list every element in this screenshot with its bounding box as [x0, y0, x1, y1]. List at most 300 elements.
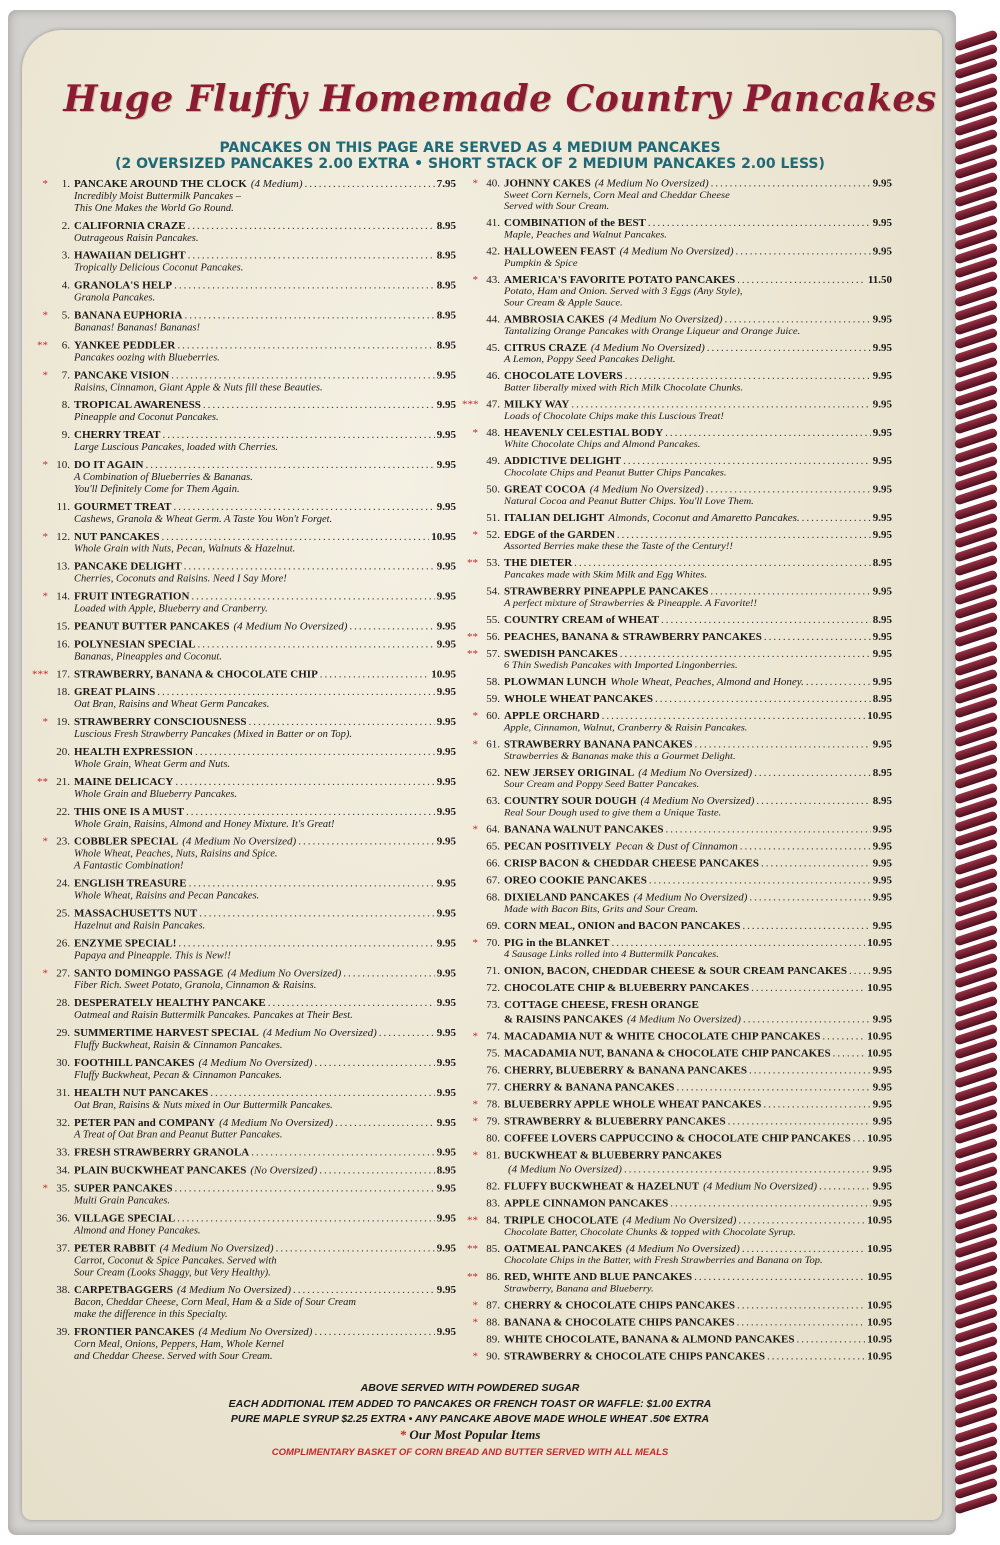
item-price: 9.95: [436, 937, 456, 950]
dot-leader: [203, 399, 435, 412]
item-line: [504, 1065, 892, 1077]
item-line: [74, 220, 456, 233]
item-number: 27.: [56, 967, 70, 980]
item-price: 9.95: [872, 455, 892, 467]
item-name: PEANUT BUTTER PANCAKES: [74, 620, 230, 633]
item-number: 13.: [56, 560, 70, 573]
menu-item: [470, 875, 892, 887]
item-description: Strawberry, Banana and Blueberry.: [504, 1283, 654, 1295]
dot-leader: [749, 892, 870, 904]
menu-item: [470, 218, 892, 242]
item-note: (4 Medium No Oversized): [622, 1214, 737, 1227]
dot-leader: [649, 875, 871, 887]
popular-marker: *: [42, 716, 48, 729]
item-description: Maple, Peaches and Walnut Pancakes.: [504, 229, 667, 241]
item-description: Sour Cream and Poppy Seed Batter Pancakes.: [504, 779, 700, 790]
menu-item: [470, 694, 892, 706]
item-number: 23.: [56, 835, 70, 848]
item-number: 70.: [486, 937, 500, 949]
menu-item: [470, 586, 892, 610]
item-name: FOOTHILL PANCAKES: [74, 1057, 195, 1069]
menu-item: [467, 1214, 892, 1239]
item-line: [504, 920, 892, 932]
item-price: 8.95: [436, 1164, 456, 1177]
item-line: [74, 501, 456, 514]
menu-item: [470, 1048, 892, 1060]
menu-item: [470, 1116, 892, 1128]
item-line: [504, 966, 892, 978]
menu-item: [40, 746, 456, 771]
item-number: 2.: [61, 219, 70, 232]
item-description: Potato, Ham and Onion. Served with 3 Eggs (Any Style), Sour Cream & Apple Sauce.: [504, 286, 743, 309]
dot-leader: [163, 429, 435, 442]
item-line: [504, 1116, 892, 1128]
item-line: [504, 767, 892, 779]
dot-leader: [184, 310, 434, 323]
dot-leader: [188, 220, 435, 233]
item-price: 8.95: [436, 309, 456, 322]
menu-item: [40, 399, 456, 424]
item-description: A Combination of Blueberries & Bananas. You'll Definitely Come for Them Again.: [74, 471, 253, 495]
item-number: 21.: [56, 775, 70, 788]
item-description: Multi Grain Pancakes.: [74, 1195, 170, 1207]
item-number: 28.: [56, 997, 70, 1010]
item-name: BLUEBERRY APPLE WHOLE WHEAT PANCAKES: [504, 1098, 762, 1111]
item-number: 35.: [56, 1182, 70, 1195]
item-name: CITRUS CRAZE: [504, 342, 587, 354]
item-number: 53.: [486, 557, 500, 569]
menu-item: [470, 937, 892, 961]
item-price: 10.95: [867, 1214, 892, 1227]
item-name: GREAT PLAINS: [74, 686, 156, 699]
item-price: 10.95: [431, 530, 456, 543]
item-price: 8.95: [872, 795, 892, 807]
item-name: CRISP BACON & CHEDDAR CHEESE PANCAKES: [504, 857, 759, 870]
item-number: 73.: [486, 999, 500, 1011]
dot-leader: [736, 246, 871, 258]
dot-leader: [742, 1243, 865, 1255]
item-price: 9.95: [436, 1326, 456, 1339]
item-description: 6 Thin Swedish Pancakes with Imported Lingonberries.: [504, 660, 738, 671]
item-name: ENZYME SPECIAL!: [74, 937, 177, 950]
menu-item: [40, 806, 456, 831]
item-note: (4 Medium No Oversized): [227, 967, 342, 980]
item-line: [504, 178, 892, 190]
item-number: 78.: [486, 1098, 500, 1111]
menu-item: [470, 1164, 892, 1176]
item-description: Tantalizing Orange Pancakes with Orange Liqueur and Orange Juice.: [504, 326, 801, 337]
item-name: THE DIETER: [504, 557, 573, 569]
item-price: 9.95: [436, 560, 456, 573]
popular-marker: *: [472, 738, 478, 751]
popular-marker: **: [37, 775, 48, 788]
item-line: [504, 824, 892, 836]
item-price: 9.95: [436, 805, 456, 818]
menu-item: [40, 280, 456, 305]
item-price: 9.95: [436, 1116, 456, 1129]
item-description: Bacon, Cheddar Cheese, Corn Meal, Ham & a Side of Sour Cream make the difference in this Specialty.: [74, 1297, 356, 1321]
item-line: [504, 858, 892, 870]
item-number: 7.: [61, 369, 70, 382]
dot-leader: [833, 1048, 866, 1060]
item-name: FRUIT INTEGRATION: [74, 590, 190, 603]
item-line: [504, 274, 892, 286]
item-line: [504, 484, 892, 496]
item-price: 9.95: [436, 399, 456, 412]
item-description: Whole Grain with Nuts, Pecan, Walnuts & Hazelnut.: [74, 543, 296, 555]
item-name: WHITE CHOCOLATE, BANANA & ALMOND PANCAKES: [504, 1333, 795, 1346]
item-description: Real Sour Dough used to give them a Unique Taste.: [504, 807, 722, 819]
popular-marker: **: [37, 339, 48, 352]
menu-item: [470, 739, 892, 763]
item-line: [504, 1300, 892, 1312]
item-description: A Treat of Oat Bran and Peanut Butter Pancakes.: [74, 1129, 283, 1141]
menu-item: [470, 274, 892, 309]
dot-leader: [177, 1212, 435, 1225]
item-note: (4 Medium No Oversized): [198, 1326, 313, 1339]
item-line: [74, 1326, 456, 1339]
item-price: 9.95: [436, 1212, 456, 1225]
item-name: STRAWBERRY PINEAPPLE PANCAKES: [504, 585, 709, 598]
menu-item: [40, 1183, 456, 1208]
item-description: Fiber Rich. Sweet Potato, Granola, Cinnamon & Raisins.: [74, 980, 317, 992]
item-number: 66.: [486, 857, 500, 870]
menu-item: [40, 997, 456, 1022]
item-description: Cashews, Granola & Wheat Germ. A Taste You Won't Forget.: [74, 513, 333, 525]
dot-leader: [174, 280, 435, 293]
item-name: SWEDISH PANCAKES: [504, 648, 618, 660]
dot-leader: [251, 1147, 435, 1160]
item-line: [504, 1048, 892, 1060]
item-line: [74, 806, 456, 819]
item-name: STRAWBERRY & BLUEBERRY PANCAKES: [504, 1115, 726, 1128]
item-description: Almond and Honey Pancakes.: [74, 1225, 201, 1237]
item-description: Whole Grain and Blueberry Pancakes.: [74, 788, 238, 800]
popular-marker: *: [472, 1149, 478, 1162]
item-price: 10.95: [867, 1132, 892, 1145]
item-price: 9.95: [872, 631, 892, 643]
dot-leader: [617, 529, 871, 541]
item-number: 32.: [56, 1116, 70, 1129]
item-price: 9.95: [436, 1284, 456, 1297]
item-price: 10.95: [867, 1333, 892, 1346]
item-name: SUPER PANCAKES: [74, 1182, 173, 1195]
item-number: 71.: [486, 965, 500, 977]
menu-item: [470, 767, 892, 791]
dot-leader: [571, 399, 870, 411]
item-number: 5.: [61, 309, 70, 322]
item-number: 74.: [486, 1030, 500, 1043]
item-note: (4 Medium No Oversized): [233, 620, 348, 633]
item-number: 46.: [486, 370, 500, 382]
menu-item: [467, 648, 892, 672]
item-line: [74, 1117, 456, 1130]
menu-item: [40, 459, 456, 496]
item-number: 87.: [486, 1299, 500, 1312]
item-line: [504, 677, 892, 689]
dot-leader: [623, 456, 871, 468]
dot-leader: [191, 591, 434, 604]
item-number: 88.: [486, 1316, 500, 1329]
item-note: (4 Medium No Oversized): [177, 1284, 291, 1297]
item-number: 59.: [486, 693, 500, 705]
item-number: 20.: [56, 746, 70, 759]
item-line: [504, 614, 892, 626]
item-line: [74, 908, 456, 921]
item-price: 9.95: [872, 1197, 892, 1210]
item-name: STRAWBERRY BANANA PANCAKES: [504, 738, 693, 751]
item-name: PETER PAN and COMPANY: [74, 1116, 216, 1129]
item-line: [504, 892, 892, 904]
item-name: PLOWMAN LUNCH: [504, 676, 607, 688]
menu-item: [467, 1271, 892, 1296]
item-note: (4 Medium No Oversized): [625, 1243, 740, 1255]
item-price: 9.95: [436, 997, 456, 1010]
dot-leader: [694, 1272, 865, 1284]
dot-leader: [763, 1099, 870, 1111]
item-line: [504, 648, 892, 660]
dot-leader: [157, 686, 435, 699]
item-price: 10.95: [867, 1271, 892, 1283]
item-description: Bananas! Bananas! Bananas!: [74, 322, 200, 334]
item-description: Fluffy Buckwheat, Raisin & Cinnamon Pancakes.: [74, 1040, 283, 1052]
item-price: 9.95: [436, 590, 456, 603]
item-name: COTTAGE CHEESE, FRESH ORANGE: [504, 999, 699, 1011]
item-number: 67.: [486, 874, 500, 887]
item-name: SANTO DOMINGO PASSAGE: [74, 967, 224, 980]
dot-leader: [198, 638, 435, 651]
menu-item: [470, 512, 892, 524]
item-line: [74, 280, 456, 293]
item-line: [504, 1215, 892, 1227]
item-line: [504, 1000, 892, 1012]
item-line: [74, 997, 456, 1010]
item-name: COMBINATION of the BEST: [504, 217, 646, 229]
dot-leader: [195, 746, 435, 759]
menu-item: [470, 711, 892, 735]
item-line: [504, 427, 892, 439]
item-price: 10.95: [867, 937, 892, 949]
item-number: 48.: [486, 427, 500, 439]
item-number: 16.: [56, 638, 70, 651]
item-name: PANCAKE VISION: [74, 369, 170, 382]
item-note: (4 Medium No Oversized): [508, 1163, 622, 1176]
item-price: 9.95: [436, 686, 456, 699]
item-name: GREAT COCOA: [504, 483, 586, 496]
dot-leader: [648, 218, 871, 230]
item-name: OREO COOKIE PANCAKES: [504, 874, 647, 887]
menu-column-right: [462, 178, 892, 1368]
item-price: 9.95: [872, 178, 892, 190]
item-number: 17.: [56, 668, 70, 681]
item-name: HEALTH EXPRESSION: [74, 746, 194, 759]
item-name: DO IT AGAIN: [74, 459, 144, 472]
item-price: 11.50: [867, 274, 892, 286]
item-price: 9.95: [872, 313, 892, 326]
item-name: PETER RABBIT: [74, 1242, 156, 1255]
footer-maple-syrup: PURE MAPLE SYRUP $2.25 EXTRA • ANY PANCAKE ABOVE MADE WHOLE WHEAT .50¢ EXTRA: [230, 1413, 710, 1425]
item-price: 9.95: [872, 1013, 892, 1026]
item-name: POLYNESIAN SPECIAL: [74, 638, 196, 651]
item-line: [74, 1057, 456, 1070]
item-line: [504, 314, 892, 326]
item-price: 10.95: [867, 1299, 892, 1312]
menu-item: [470, 342, 892, 366]
item-name: ADDICTIVE DELIGHT: [504, 455, 622, 467]
item-description: Loaded with Apple, Blueberry and Cranberry.: [74, 603, 268, 615]
item-line: [504, 456, 892, 468]
item-number: 68.: [486, 891, 500, 904]
item-line: [504, 1351, 892, 1363]
item-number: 90.: [486, 1350, 500, 1363]
item-name: BANANA & CHOCOLATE CHIPS PANCAKES: [504, 1316, 735, 1329]
item-name: SUMMERTIME HARVEST SPECIAL: [74, 1027, 259, 1040]
popular-text: Our Most Popular Items: [409, 1427, 541, 1442]
item-price: 9.95: [872, 738, 892, 751]
dot-leader: [343, 967, 434, 980]
dot-leader: [754, 767, 871, 779]
item-price: 9.95: [872, 398, 892, 411]
dot-leader: [806, 677, 871, 689]
popular-marker: *: [472, 1030, 478, 1043]
item-name: HAWAIIAN DELIGHT: [74, 249, 186, 262]
item-description: Papaya and Pineapple. This is New!!: [74, 950, 231, 962]
item-name: TRIPLE CHOCOLATE: [504, 1214, 619, 1227]
dot-leader: [379, 1027, 435, 1040]
menu-item: [470, 1198, 892, 1210]
item-line: [74, 1147, 456, 1160]
item-name: GRANOLA'S HELP: [74, 279, 173, 292]
menu-item: [40, 1165, 456, 1178]
item-name: BANANA WALNUT PANCAKES: [504, 823, 664, 836]
menu-item: [470, 246, 892, 270]
menu-item: [40, 1326, 456, 1363]
item-note: (4 Medium No Oversized): [640, 795, 755, 807]
menu-item: [470, 178, 892, 213]
item-description: Batter liberally mixed with Rich Milk Chocolate Chunks.: [504, 382, 744, 394]
popular-marker: *: [472, 529, 478, 541]
menu-item: [470, 1000, 892, 1012]
item-price: 9.95: [436, 775, 456, 788]
item-number: 8.: [61, 399, 70, 412]
item-name: CARPETBAGGERS: [74, 1284, 174, 1297]
item-description: Loads of Chocolate Chips make this Luscious Treat!: [504, 411, 724, 422]
item-number: 6.: [61, 339, 70, 352]
menu-item: [470, 1014, 892, 1026]
item-line: [74, 591, 456, 604]
menu-item: [470, 983, 892, 995]
menu-item: [470, 824, 892, 836]
item-line: [74, 1212, 456, 1225]
item-price: 9.95: [436, 1242, 456, 1255]
dot-leader: [665, 427, 871, 439]
popular-marker: *: [472, 1115, 478, 1128]
item-name: COBBLER SPECIAL: [74, 835, 179, 848]
item-note: (No Oversized): [250, 1164, 318, 1177]
item-name: CHOCOLATE LOVERS: [504, 370, 623, 382]
item-name: PIG in the BLANKET: [504, 937, 610, 949]
dot-leader: [171, 369, 435, 382]
item-line: [74, 776, 456, 789]
footer-powdered-sugar: ABOVE SERVED WITH POWDERED SUGAR: [360, 1382, 580, 1394]
item-line: [74, 339, 456, 352]
item-name: CHERRY TREAT: [74, 429, 161, 442]
popular-marker: *: [42, 459, 48, 472]
item-name: BANANA EUPHORIA: [74, 309, 183, 322]
item-number: 81.: [486, 1149, 500, 1162]
item-price: 9.95: [872, 1081, 892, 1094]
menu-item: [470, 1099, 892, 1111]
item-price: 9.95: [872, 1180, 892, 1193]
item-number: 63.: [486, 795, 500, 807]
dot-leader: [767, 1351, 865, 1363]
item-description: A Lemon, Poppy Seed Pancakes Delight.: [504, 354, 676, 365]
item-price: 9.95: [436, 835, 456, 848]
menu-item: [470, 1300, 892, 1312]
item-name: AMBROSIA CAKES: [504, 313, 605, 326]
item-line: [504, 841, 892, 853]
item-note: Pecan & Dust of Cinnamon: [615, 840, 738, 853]
item-line: [504, 371, 892, 383]
item-description: 4 Sausage Links rolled into 4 Buttermilk Pancakes.: [504, 949, 719, 960]
item-description: Fluffy Buckwheat, Pecan & Cinnamon Pancakes.: [74, 1069, 282, 1081]
item-description: Pineapple and Coconut Pancakes.: [74, 412, 219, 424]
menu-item: [40, 620, 456, 633]
item-name: YANKEE PEDDLER: [74, 339, 176, 352]
item-number: 38.: [56, 1284, 70, 1297]
menu-item: [40, 429, 456, 454]
item-price: 9.95: [436, 620, 456, 633]
item-line: [74, 399, 456, 412]
menu-item: [462, 398, 892, 423]
item-name: CALIFORNIA CRAZE: [74, 219, 186, 232]
item-name: VILLAGE SPECIAL: [74, 1212, 176, 1225]
item-line: [74, 1183, 456, 1196]
item-line: [74, 429, 456, 442]
item-number: 83.: [486, 1197, 500, 1210]
popular-marker: *: [42, 309, 48, 322]
dot-leader: [849, 966, 871, 978]
menu-item: [40, 591, 456, 616]
menu-item: [37, 339, 456, 364]
item-name: NUT PANCAKES: [74, 530, 160, 543]
item-number: 89.: [486, 1333, 500, 1346]
item-description: Made with Bacon Bits, Grits and Sour Cream.: [504, 904, 699, 915]
item-name: MACADAMIA NUT, BANANA & CHOCOLATE CHIP PANCAKES: [504, 1047, 831, 1060]
item-line: [504, 937, 892, 949]
item-number: 45.: [486, 342, 500, 354]
item-note: (4 Medium No Oversized): [619, 245, 734, 258]
menu-item: [470, 456, 892, 480]
item-price: 9.95: [872, 217, 892, 229]
item-line: [504, 512, 892, 524]
item-price: 9.95: [872, 512, 892, 524]
menu-item: [470, 529, 892, 553]
item-price: 9.95: [436, 500, 456, 513]
item-description: Luscious Fresh Strawberry Pancakes (Mixed in Batter or on Top).: [74, 729, 353, 741]
item-description: Oat Bran, Raisins & Nuts mixed in Our Buttermilk Pancakes.: [74, 1099, 333, 1111]
item-note: (4 Medium No Oversized): [182, 835, 297, 848]
dot-leader: [349, 620, 434, 633]
popular-marker: *: [42, 369, 48, 382]
item-number: 75.: [486, 1047, 500, 1060]
item-name: & RAISINS PANCAKES: [504, 1013, 623, 1026]
item-number: 25.: [56, 907, 70, 920]
item-description: Carrot, Coconut & Spice Pancakes. Served with Sour Cream (Looks Shaggy, but Very Healthy).: [74, 1255, 277, 1279]
item-description: Whole Grain, Wheat Germ and Nuts.: [74, 759, 231, 770]
menu-item: [32, 668, 456, 681]
item-name: APPLE CINNAMON PANCAKES: [504, 1197, 669, 1210]
